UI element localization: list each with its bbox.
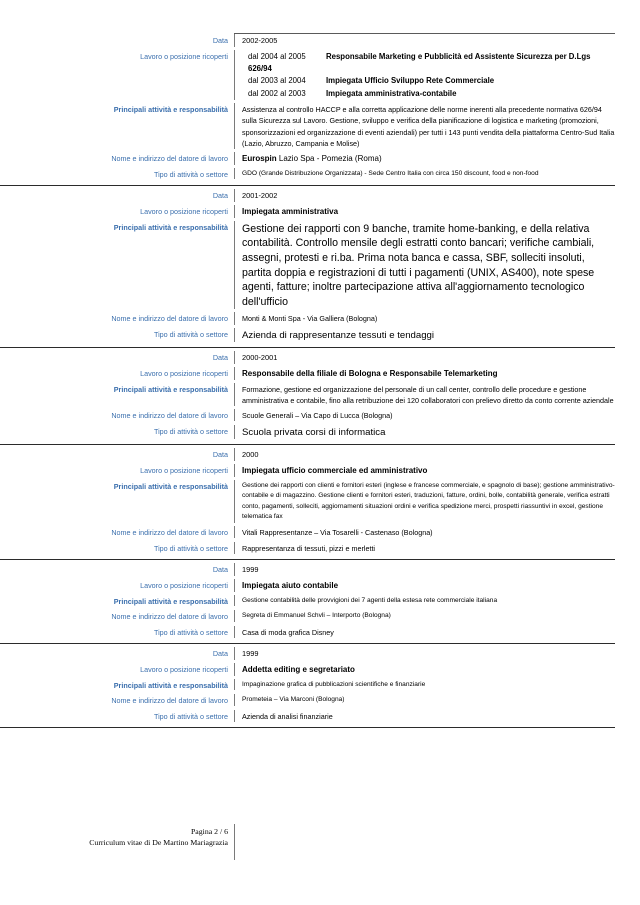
value-position: Impiegata aiuto contabile [234, 579, 615, 592]
value-activities: Impaginazione grafica di pubblicazioni scientifiche e finanziarie [234, 679, 615, 691]
label-employer: Nome e indirizzo del datore di lavoro [111, 154, 228, 164]
value-employer: Segreta di Emmanuel Schvli – Interporto (Bologna) [234, 610, 615, 622]
value-position: Impiegata amministrativa [234, 205, 615, 218]
employer-name: Eurospin [242, 154, 277, 164]
field-row-data [0, 560, 615, 576]
label-activities: Principali attività e responsabilità [113, 384, 228, 394]
position-line [242, 75, 615, 87]
label-sector: Tipo di attività o settore [153, 627, 228, 637]
position-years: dal 2004 al 2005 [248, 51, 306, 61]
value-sector: Azienda di rappresentanze tessuti e tendaggi [234, 328, 615, 342]
value-sector: GDO (Grande Distribuzione Organizzata) - Sede Centro Italia con circa 150 discount, food e non-food [234, 168, 615, 180]
label-data: Data [212, 649, 228, 659]
label-employer: Nome e indirizzo del datore di lavoro [111, 411, 228, 421]
value-data: 2000 [234, 448, 615, 461]
field-row-employer [0, 406, 615, 422]
value-data: 2002-2005 [234, 34, 615, 47]
field-row-data [0, 186, 615, 202]
label-data: Data [212, 450, 228, 460]
experience-section [0, 348, 615, 445]
field-row-data [0, 348, 615, 364]
field-row-data [0, 34, 615, 47]
value-employer [234, 152, 615, 165]
field-row-position [0, 576, 615, 592]
label-sector: Tipo di attività o settore [153, 169, 228, 179]
label-data: Data [212, 191, 228, 201]
value-activities: Gestione dei rapporti con 9 banche, tramite home-banking, e della relativa contabilità. Controllo mensile degli estratti conto bancari; verifiche cambiali, assegni, protesti e ri.ba. Prima nota banca e cassa, SBF, solleciti insoluti, partita doppia e registrazioni di tutti i pagamenti (UNIX, AS400), note spese agenti, fatture; inoltre partecipazione attiva all'aggiornamento tecnologico dell'ufficio [234, 221, 615, 310]
position-years: dal 2002 al 2003 [248, 88, 306, 98]
label-position: Lavoro o posizione ricoperti [140, 465, 228, 475]
field-row-sector [0, 165, 615, 184]
field-row-employer [0, 607, 615, 623]
label-data: Data [212, 36, 228, 45]
label-position: Lavoro o posizione ricoperti [140, 51, 228, 61]
value-position: Impiegata ufficio commerciale ed amministrativo [234, 464, 615, 477]
value-employer: Monti & Monti Spa - Via Galliera (Bologna) [234, 312, 615, 324]
value-employer: Prometeia – Via Marconi (Bologna) [234, 694, 615, 706]
label-position: Lavoro o posizione ricoperti [140, 368, 228, 378]
label-position: Lavoro o posizione ricoperti [140, 207, 228, 217]
field-row-sector [0, 539, 615, 558]
position-title: Impiegata amministrativa-contabile [326, 88, 457, 98]
footer-cv-owner: Curriculum vitae di De Martino Mariagrazia [89, 838, 228, 847]
value-sector: Rappresentanza di tessuti, pizzi e merletti [234, 542, 615, 554]
label-employer: Nome e indirizzo del datore di lavoro [111, 314, 228, 324]
field-row-position [0, 660, 615, 676]
position-line [242, 88, 615, 100]
experience-section [0, 644, 615, 728]
field-row-activities [0, 676, 615, 692]
label-employer: Nome e indirizzo del datore di lavoro [111, 527, 228, 537]
label-position: Lavoro o posizione ricoperti [140, 580, 228, 590]
field-row-activities [0, 218, 615, 310]
footer-divider [234, 824, 235, 860]
label-activities: Principali attività e responsabilità [113, 105, 228, 115]
value-employer: Scuole Generali – Via Capo di Lucca (Bologna) [234, 409, 615, 421]
field-row-activities [0, 100, 615, 149]
label-data: Data [212, 353, 228, 363]
experience-section [0, 445, 615, 560]
field-row-sector [0, 623, 615, 642]
value-data: 1999 [234, 563, 615, 576]
field-row-data [0, 644, 615, 660]
field-row-position [0, 461, 615, 477]
field-row-employer [0, 691, 615, 707]
field-row-employer [0, 523, 615, 539]
field-row-data [0, 445, 615, 461]
employer-address: Lazio Spa - Pomezia (Roma) [276, 154, 382, 164]
field-row-sector [0, 325, 615, 345]
footer-page-number: Pagina 2 / 6 [190, 827, 228, 836]
field-row-employer [0, 309, 615, 325]
value-position: Addetta editing e segretariato [234, 663, 615, 676]
label-sector: Tipo di attività o settore [153, 711, 228, 721]
value-data: 2000-2001 [234, 351, 615, 364]
value-sector: Azienda di analisi finanziarie [234, 710, 615, 722]
field-row-position [0, 364, 615, 380]
field-row-activities [0, 380, 615, 406]
position-line [242, 51, 615, 76]
experience-section [0, 186, 615, 348]
value-sector: Scuola privata corsi di informatica [234, 425, 615, 439]
label-employer: Nome e indirizzo del datore di lavoro [111, 612, 228, 622]
field-row-position [0, 47, 615, 101]
position-years: dal 2003 al 2004 [248, 76, 306, 86]
page-footer [0, 826, 234, 848]
value-position [234, 50, 615, 101]
experience-table [0, 34, 640, 728]
field-row-sector [0, 707, 615, 726]
position-title: Responsabile Marketing e Pubblicità ed Assistente Sicurezza per D.Lgs 626/94 [248, 51, 591, 73]
value-data: 1999 [234, 647, 615, 660]
field-row-activities [0, 477, 615, 523]
label-activities: Principali attività e responsabilità [113, 481, 228, 491]
experience-section [0, 34, 615, 186]
value-sector: Casa di moda grafica Disney [234, 626, 615, 638]
value-activities: Gestione contabilità delle provvigioni dei 7 agenti della estesa rete commerciale italiana [234, 595, 615, 607]
label-activities: Principali attività e responsabilità [113, 596, 228, 606]
value-activities: Assistenza al controllo HACCP e alla corretta applicazione delle norme inerenti alla precedente normativa 626/94 sulla Sicurezza sul Lavoro. Gestione, sviluppo e verifica della pianificazione di logistica e marketing (promozioni, sponsorizzazioni ed organizzazione di eventi aziendali) per tutti i 143 punti vendita della piattaforma Centro-Sud Italia (Lazio, Abruzzo, Campania e Molise) [234, 103, 615, 149]
label-sector: Tipo di attività o settore [153, 329, 228, 339]
value-position: Responsabile della filiale di Bologna e Responsabile Telemarketing [234, 367, 615, 380]
field-row-sector [0, 422, 615, 442]
label-sector: Tipo di attività o settore [153, 543, 228, 553]
value-activities: Formazione, gestione ed organizzazione del personale di un call center, controllo delle procedure e gestione amministrativa e contabile, fino alla retribuzione dei 120 collaboratori con prelievo diretto da conto corrente aziendale [234, 383, 615, 406]
experience-section [0, 560, 615, 644]
label-activities: Principali attività e responsabilità [113, 222, 228, 232]
value-data: 2001-2002 [234, 189, 615, 202]
label-sector: Tipo di attività o settore [153, 426, 228, 436]
field-row-employer [0, 149, 615, 165]
label-activities: Principali attività e responsabilità [113, 680, 228, 690]
label-data: Data [212, 565, 228, 575]
label-position: Lavoro o posizione ricoperti [140, 664, 228, 674]
field-row-activities [0, 592, 615, 608]
label-employer: Nome e indirizzo del datore di lavoro [111, 696, 228, 706]
field-row-position [0, 202, 615, 218]
value-employer: Vitali Rappresentanze – Via Tosarelli - Castenaso (Bologna) [234, 526, 615, 538]
position-title: Impiegata Ufficio Sviluppo Rete Commerciale [326, 76, 495, 86]
value-activities: Gestione dei rapporti con clienti e fornitori esteri (inglese e francese commerciale, e spagnolo di base); gestione amministrativo-contabile e di magazzino. Gestione clienti e fornitori esteri, traduzioni, fatture, ordini, bolle, contabilità generale, verifica estratti conto, pagamenti, solleciti, aggiornamenti situazioni ordini e verifica spedizione merci, prospetti riassuntivi in excel, gestione telematica fax [234, 480, 615, 523]
